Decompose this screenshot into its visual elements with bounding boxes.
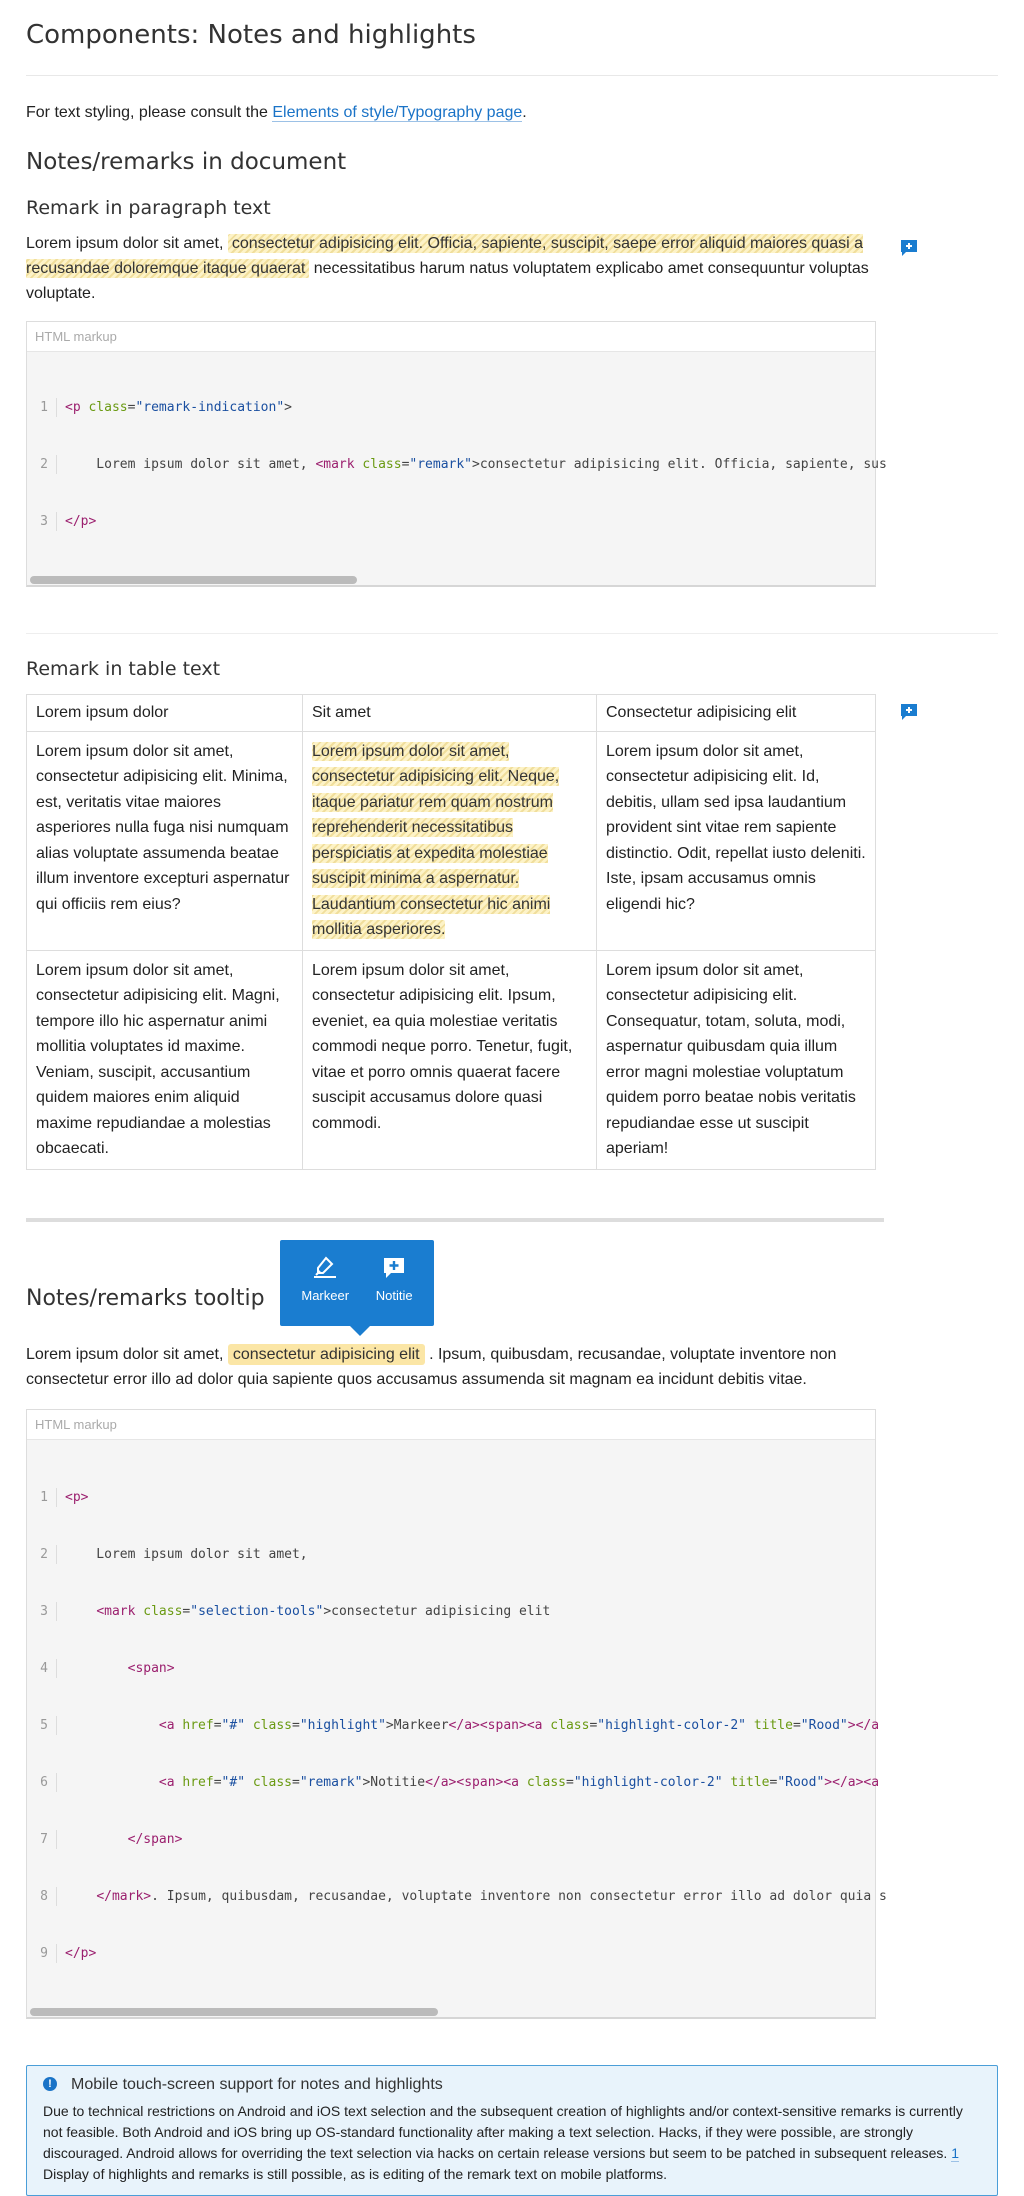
- code-token: =: [213, 1774, 222, 1790]
- code-token: </a>: [448, 1717, 480, 1733]
- code-token: href: [174, 1717, 214, 1733]
- line-number: 6: [27, 1773, 57, 1792]
- info-title-text: Mobile touch-screen support for notes and highlights: [71, 2075, 443, 2093]
- code-token: <a: [158, 1774, 175, 1790]
- code-token: ></a><a: [824, 1774, 880, 1790]
- intro-before: For text styling, please consult the: [26, 104, 273, 121]
- line-number: 9: [27, 1944, 57, 1963]
- code-block-tooltip: [26, 1409, 887, 2019]
- intro-text: [26, 103, 998, 127]
- table-cell: Lorem ipsum dolor sit amet, consectetur adipisicing elit. Minima, est, veritatis vitae maiores asperiores nulla fuga nisi numquam alias voluptate assumenda beatae illum inventore excepturi aspernatur qui officiis rem eius?: [27, 731, 303, 950]
- section-divider: [26, 633, 998, 634]
- info-body: [43, 2101, 981, 2185]
- code-token: class: [354, 457, 402, 472]
- table-cell: Lorem ipsum dolor sit amet, consectetur adipisicing elit. Consequatur, totam, soluta, modi, aspernatur quibusdam quia illum error magni molestiae voluptatum quidem porro beatae nobis veritatis repudiandae esse ut suscipit aperiam!: [597, 950, 876, 1169]
- code-token: consectetur adipisicing elit: [331, 1603, 551, 1619]
- remark-mark[interactable]: consectetur adipisicing elit. Officia, sapiente, suscipit, saepe error aliquid maiores quasi a recusandae doloremque itaque quaerat: [26, 235, 863, 277]
- table-cell: Lorem ipsum dolor sit amet, consectetur adipisicing elit. Id, debitis, ullam sed ipsa laudantium provident sint vitae rem sapiente distinctio. Odit, repellat iusto deleniti. Iste, ipsam accusamus omnis eligendi hic?: [597, 731, 876, 950]
- code-token: "highlight-color-2": [573, 1774, 723, 1790]
- line-number: 8: [27, 1887, 57, 1906]
- comment-add-icon: [382, 1256, 406, 1280]
- code-token: "#": [221, 1774, 246, 1790]
- code-token: class: [519, 1774, 566, 1790]
- subsection-title-table: Remark in table text: [26, 658, 221, 680]
- line-number: 3: [27, 1602, 57, 1621]
- code-token: Lorem ipsum dolor sit amet,: [65, 457, 316, 472]
- code-label: HTML markup: [27, 1410, 875, 1440]
- code-token: "selection-tools": [190, 1603, 324, 1619]
- info-icon: !: [43, 2077, 57, 2091]
- info-box: [26, 2065, 998, 2196]
- info-body-text: Due to technical restrictions on Android and iOS text selection and the subsequent creation of highlights and/or context-sensitive remarks is currently not feasible. Both Android and iOS bring up OS-standard functionality after making a text selection. Hacks, if they were possible, are strongly discouraged. Android allows for overriding the text selection via hacks on certain release versions but seem to be patched in subsequent releases.: [43, 2102, 963, 2161]
- code-token: title: [722, 1774, 770, 1790]
- code-token: "remark": [409, 457, 473, 472]
- code-token: </p>: [65, 514, 97, 529]
- code-token: <span>: [456, 1774, 504, 1790]
- footnote-link[interactable]: 1: [951, 2144, 959, 2161]
- page-title: Components: Notes and highlights: [26, 0, 998, 76]
- code-token: =: [401, 457, 410, 472]
- line-number: 1: [27, 398, 57, 417]
- code-token: <p: [65, 400, 81, 415]
- code-token: Lorem ipsum dolor sit amet,: [65, 1546, 308, 1562]
- selection-tooltip: [280, 1240, 434, 1326]
- code-token: =: [589, 1717, 598, 1733]
- code-token: Markeer: [393, 1717, 449, 1733]
- table-row: [27, 950, 876, 1169]
- info-body-text-2: Display of highlights and remarks is still possible, as is editing of the remark text on mobile platforms.: [43, 2165, 668, 2182]
- code-token: "highlight-color-2": [597, 1717, 746, 1733]
- remark-paragraph: [26, 231, 886, 306]
- line-number: 7: [27, 1830, 57, 1849]
- code-token: >: [323, 1603, 332, 1619]
- code-token: =: [769, 1774, 778, 1790]
- code-token: =: [292, 1774, 300, 1790]
- code-block-paragraph: [26, 321, 887, 587]
- code-token: <span>: [127, 1660, 175, 1676]
- para-text-after: necessitatibus harum natus voluptatem explicabo amet consequuntur voluptas voluptate.: [26, 260, 869, 302]
- code-token: >: [472, 457, 480, 472]
- code-token: </mark>: [96, 1888, 152, 1904]
- code-token: "remark-indication": [135, 400, 285, 415]
- table-row: [27, 731, 876, 950]
- highlighter-icon: [312, 1256, 338, 1280]
- code-token: </p>: [65, 1945, 97, 1961]
- table-cell: [303, 731, 597, 950]
- code-token: title: [746, 1717, 793, 1733]
- table-cell: Lorem ipsum dolor sit amet, consectetur adipisicing elit. Ipsum, eveniet, ea quia molestiae veritatis commodi neque porro. Tenetur, fugit, vitae et porro omnis quaerat facere suscipit accusamus dolore quasi commodi.: [303, 950, 597, 1169]
- comment-add-icon[interactable]: [900, 239, 918, 257]
- code-token: <p>: [65, 1489, 89, 1505]
- code-token: class: [542, 1717, 590, 1733]
- para-text-after: . Ipsum, quibusdam, recusandae, voluptate inventore non consectetur error illo ad dolor quia sapiente quos accusamus assumenda sit magnam ea incidunt debitis vitae.: [26, 1345, 837, 1388]
- code-token: Notitie: [370, 1774, 426, 1790]
- info-title: [43, 2074, 981, 2095]
- line-number: 3: [27, 512, 57, 531]
- code-token: </a>: [425, 1774, 457, 1790]
- code-token: href: [174, 1774, 214, 1790]
- code-token: =: [292, 1717, 300, 1733]
- code-token: =: [182, 1603, 191, 1619]
- code-token: <a: [526, 1717, 543, 1733]
- code-token: =: [565, 1774, 574, 1790]
- typography-link[interactable]: Elements of style/Typography page: [272, 104, 523, 121]
- scrollbar-thumb[interactable]: [30, 2008, 438, 2016]
- code-token: </span>: [127, 1831, 183, 1847]
- code-token: class: [245, 1774, 292, 1790]
- remark-mark[interactable]: Lorem ipsum dolor sit amet, consectetur adipisicing elit. Neque, itaque pariatur rem quam nostrum reprehenderit necessitatibus perspiciatis at expedita molestiae suscipit minima a aspernatur. Laudantium consectetur hic animi mollitia asperiores.: [312, 742, 560, 938]
- code-token: >: [362, 1774, 371, 1790]
- code-token: "Rood": [777, 1774, 825, 1790]
- code-token: =: [127, 400, 136, 415]
- code-token: <mark: [96, 1603, 136, 1619]
- table-cell: Lorem ipsum dolor sit amet, consectetur adipisicing elit. Magni, tempore illo hic aspernatur animi mollitia voluptates id maxime. Veniam, suscipit, accusantium quidem maiores enim aliquid maxime repudiandae a molestias obcaecati.: [27, 950, 303, 1169]
- remark-button-label: Notitie: [375, 1287, 413, 1303]
- comment-add-icon[interactable]: [900, 703, 918, 721]
- line-number: 5: [27, 1716, 57, 1735]
- code-token: >: [385, 1717, 394, 1733]
- remark-table: [26, 694, 876, 1170]
- code-token: "Rood": [800, 1717, 848, 1733]
- code-token: =: [792, 1717, 801, 1733]
- code-token: class: [135, 1603, 183, 1619]
- code-token: <span>: [479, 1717, 527, 1733]
- horizontal-scrollbar[interactable]: [27, 2007, 875, 2017]
- code-token: "#": [221, 1717, 246, 1733]
- para-text-before: Lorem ipsum dolor sit amet,: [26, 1345, 228, 1363]
- code-token: >: [284, 400, 292, 415]
- code-token: <a: [503, 1774, 520, 1790]
- line-number: 2: [27, 1545, 57, 1564]
- line-number: 2: [27, 455, 57, 474]
- line-number: 1: [27, 1488, 57, 1507]
- code-token: . Ipsum, quibusdam, recusandae, voluptate inventore non consectetur error illo ad dolor quia s: [151, 1888, 887, 1904]
- section-title-notes: Notes/remarks in document: [26, 149, 347, 175]
- subsection-title-paragraph: Remark in paragraph text: [26, 197, 271, 219]
- code-body[interactable]: [27, 1440, 887, 2007]
- table-header-cell: Consectetur adipisicing elit: [597, 695, 876, 732]
- tooltip-paragraph: [26, 1342, 886, 1392]
- code-token: "highlight": [299, 1717, 386, 1733]
- code-token: consectetur adipisicing elit. Officia, sapiente, sus: [479, 457, 887, 472]
- para-text-before: Lorem ipsum dolor sit amet,: [26, 235, 228, 252]
- line-number: 4: [27, 1659, 57, 1678]
- scrollbar-thumb[interactable]: [30, 576, 357, 584]
- code-token: <mark: [315, 457, 355, 472]
- remark-button[interactable]: [376, 1256, 413, 1326]
- code-token: "remark": [299, 1774, 363, 1790]
- code-label: HTML markup: [27, 322, 875, 352]
- highlight-button[interactable]: [301, 1256, 349, 1326]
- code-token: <a: [158, 1717, 175, 1733]
- horizontal-scrollbar[interactable]: [27, 575, 875, 585]
- intro-after: .: [522, 104, 527, 121]
- code-token: ></a: [847, 1717, 880, 1733]
- table-header-cell: Lorem ipsum dolor: [27, 695, 303, 732]
- selection-mark[interactable]: consectetur adipisicing elit: [228, 1344, 425, 1365]
- code-token: class: [80, 400, 128, 415]
- code-token: class: [245, 1717, 292, 1733]
- table-header-cell: Sit amet: [303, 695, 597, 732]
- code-body[interactable]: [27, 352, 887, 575]
- table-header-row: [27, 695, 876, 732]
- section-title-tooltip: Notes/remarks tooltip: [26, 1285, 265, 1311]
- code-token: =: [213, 1717, 222, 1733]
- highlight-button-label: Markeer: [301, 1287, 350, 1303]
